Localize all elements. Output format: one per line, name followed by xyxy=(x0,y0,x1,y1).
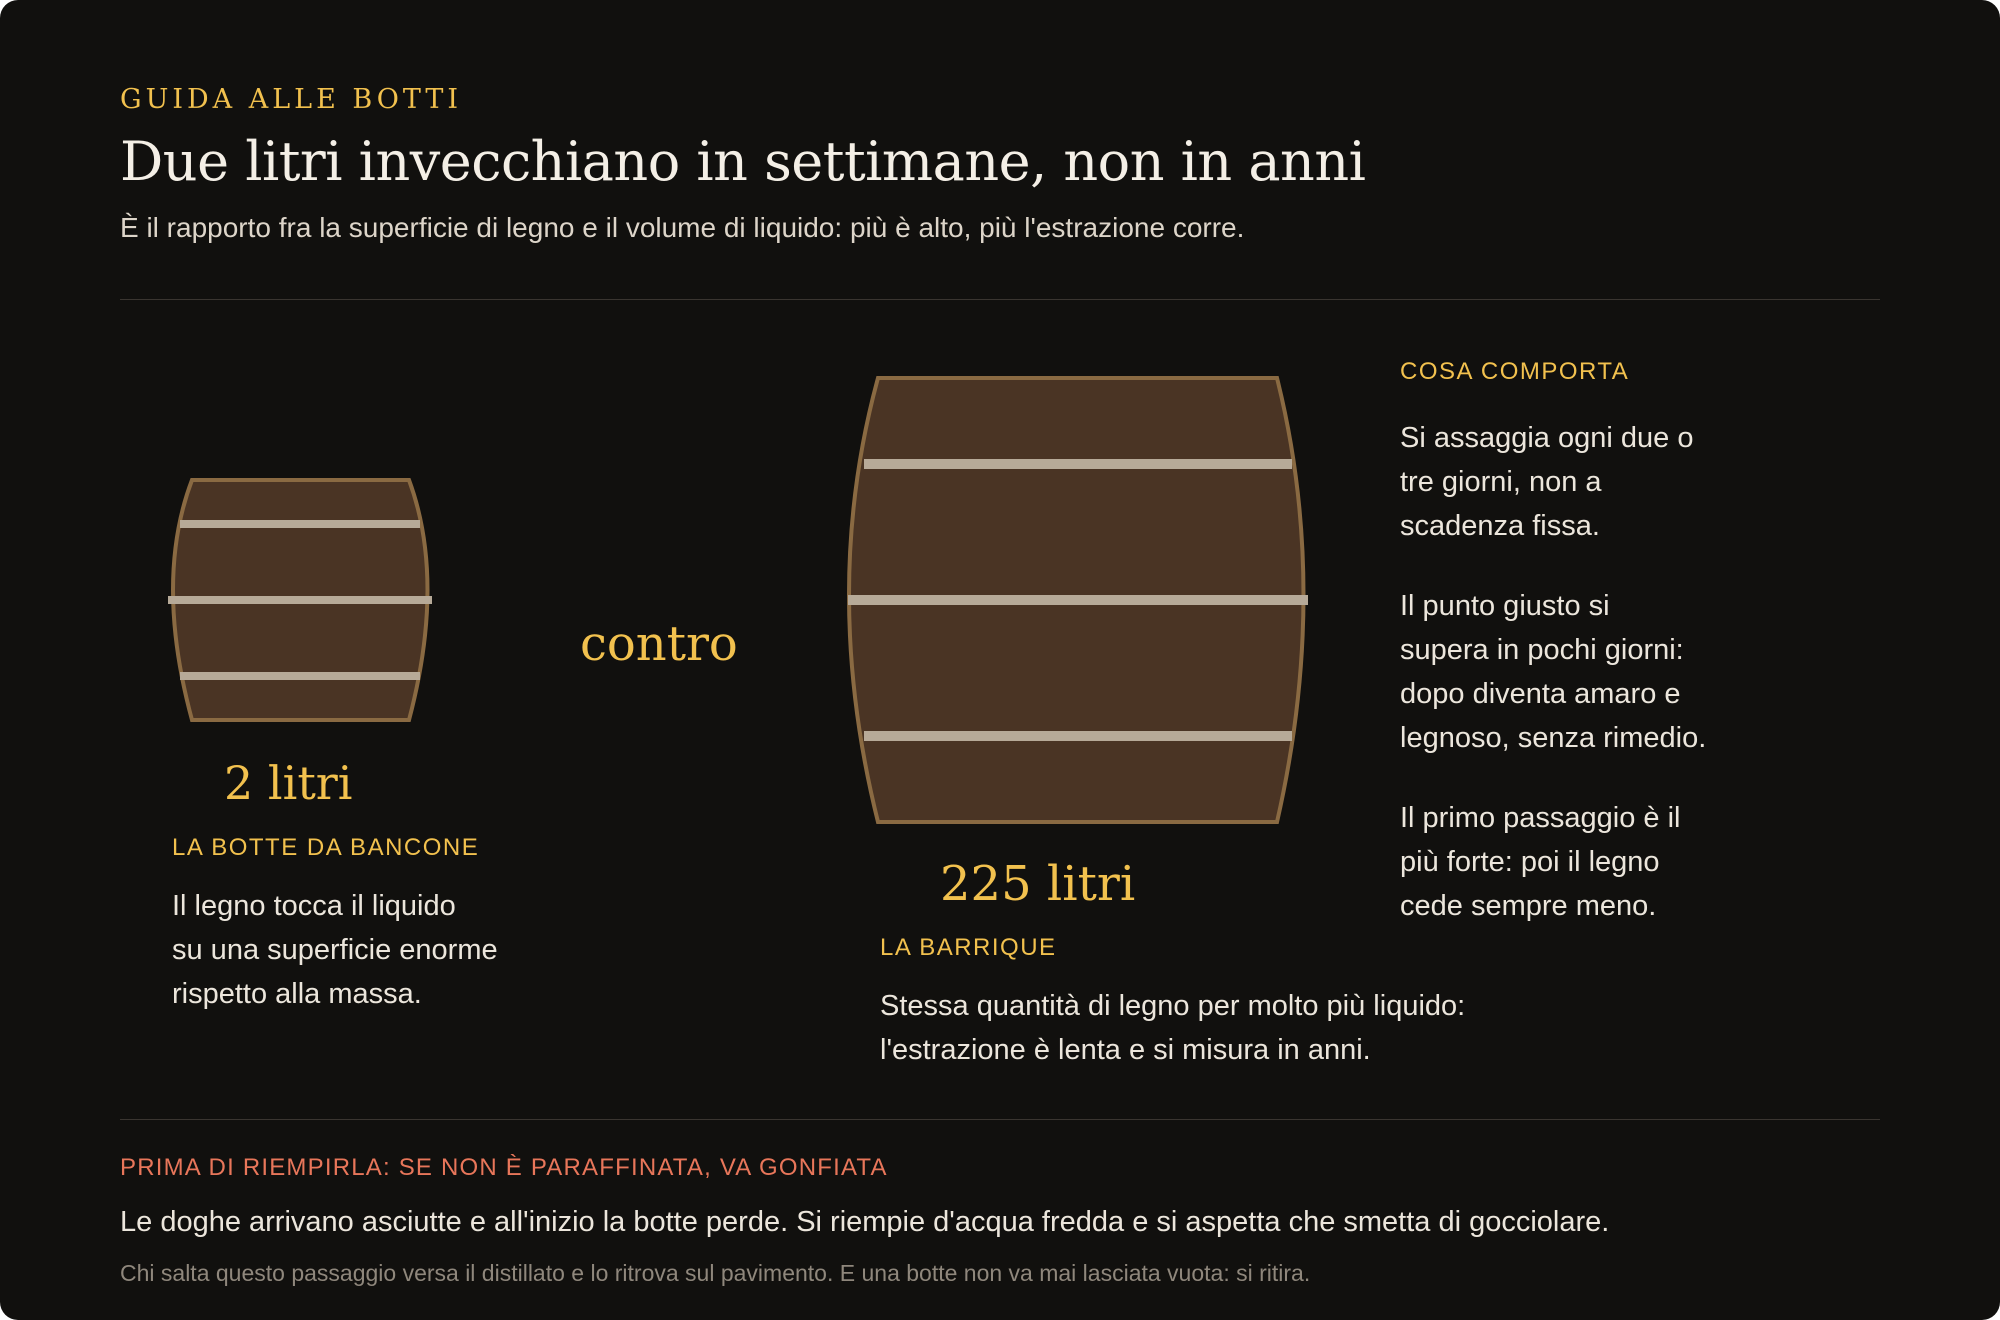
consequence-line: scadenza fissa. xyxy=(1400,510,1600,542)
small-barrel-description-line: Il legno tocca il liquido xyxy=(172,890,456,922)
consequence-line: Si assaggia ogni due o xyxy=(1400,422,1694,454)
warning-note: Chi salta questo passaggio versa il distillato e lo ritrova sul pavimento. E una botte non va mai lasciata vuota: si ritira. xyxy=(120,1260,1311,1286)
small-barrel-volume: 2 litri xyxy=(224,756,353,810)
warning-text: Le doghe arrivano asciutte e all'inizio la botte perde. Si riempie d'acqua fredda e si aspetta che smetta di gocciolare. xyxy=(120,1206,1610,1238)
consequence-line: più forte: poi il legno xyxy=(1400,846,1660,878)
large-barrel-name: LA BARRIQUE xyxy=(880,934,1057,961)
large-barrel-description xyxy=(880,984,1465,1072)
small-barrel-hoop-bottom xyxy=(180,672,420,680)
small-barrel-description-line: rispetto alla massa. xyxy=(172,978,422,1010)
page-subtitle: È il rapporto fra la superficie di legno e il volume di liquido: più è alto, più l'estrazione corre. xyxy=(120,212,1245,243)
warning-heading: PRIMA DI RIEMPIRLA: SE NON È PARAFFINATA, VA GONFIATA xyxy=(120,1154,888,1181)
large-barrel-hoop-top xyxy=(864,459,1292,469)
consequence-line: legnoso, senza rimedio. xyxy=(1400,722,1707,754)
small-barrel-illustration xyxy=(160,470,440,730)
consequence-line: tre giorni, non a xyxy=(1400,466,1602,498)
consequence-line: cede sempre meno. xyxy=(1400,890,1657,922)
large-barrel-hoop-bottom xyxy=(864,731,1292,741)
small-barrel-hoop-middle xyxy=(168,596,432,604)
consequence-line: supera in pochi giorni: xyxy=(1400,634,1684,666)
consequence-line: Il primo passaggio è il xyxy=(1400,802,1681,834)
large-barrel-hoop-middle xyxy=(848,595,1308,605)
consequence-paragraph-2 xyxy=(1400,584,1706,760)
eyebrow-label: GUIDA ALLE BOTTI xyxy=(120,84,463,115)
small-barrel-description-line: su una superficie enorme xyxy=(172,934,498,966)
divider-bottom xyxy=(120,1119,1880,1120)
consequence-line: Il punto giusto si xyxy=(1400,590,1610,622)
large-barrel-description-line: l'estrazione è lenta e si misura in anni. xyxy=(880,1034,1371,1066)
consequence-line: dopo diventa amaro e xyxy=(1400,678,1681,710)
consequence-paragraph-1 xyxy=(1400,416,1693,548)
consequence-paragraph-3 xyxy=(1400,796,1680,928)
page-title: Due litri invecchiano in settimane, non in anni xyxy=(120,130,1366,193)
small-barrel-description xyxy=(172,884,498,1016)
large-barrel-illustration xyxy=(830,370,1330,830)
divider-top xyxy=(120,299,1880,300)
small-barrel-name: LA BOTTE DA BANCONE xyxy=(172,834,480,861)
consequences-heading: COSA COMPORTA xyxy=(1400,358,1630,385)
versus-label: contro xyxy=(580,616,738,672)
large-barrel-volume: 225 litri xyxy=(940,856,1136,912)
large-barrel-description-line: Stessa quantità di legno per molto più liquido: xyxy=(880,990,1466,1022)
small-barrel-hoop-top xyxy=(180,520,420,528)
